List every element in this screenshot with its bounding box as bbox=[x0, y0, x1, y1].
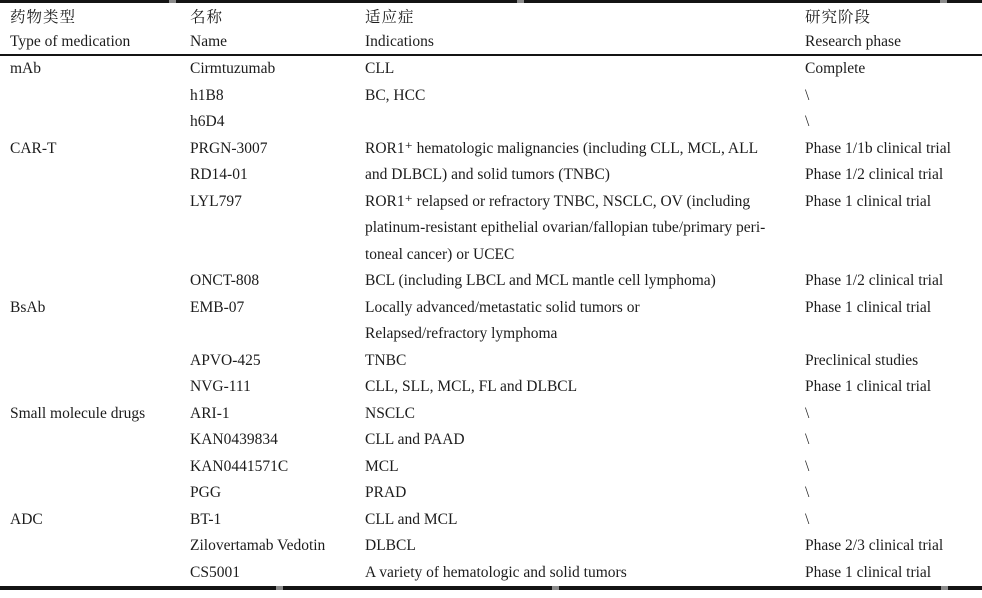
header-research-phase-en: Research phase bbox=[805, 33, 901, 50]
cell-type bbox=[10, 374, 190, 401]
cell-name: RD14-01 bbox=[190, 166, 248, 183]
cell-indication: BC, HCC bbox=[365, 86, 426, 104]
cell-phase bbox=[805, 321, 972, 348]
cell-name: PRGN-3007 bbox=[190, 139, 268, 157]
cell-indication: DLBCL bbox=[365, 537, 416, 554]
table-row bbox=[0, 427, 982, 454]
table-row bbox=[0, 189, 982, 216]
cell-phase: \ bbox=[805, 113, 810, 130]
rule-tick bbox=[941, 586, 948, 590]
cell-phase: Phase 1 clinical trial bbox=[805, 298, 932, 316]
cell-indication: and DLBCL) and solid tumors (TNBC) bbox=[365, 166, 610, 183]
rule-tick bbox=[169, 0, 176, 3]
cell-name: BT-1 bbox=[190, 510, 222, 528]
cell-phase: Preclinical studies bbox=[805, 351, 919, 369]
cell-name: NVG-111 bbox=[190, 378, 251, 395]
rule-tick bbox=[517, 0, 524, 3]
rule-tick bbox=[276, 586, 283, 590]
cell-indication: platinum-resistant epithelial ovarian/fallopian tube/primary peri- bbox=[365, 219, 766, 236]
cell-name bbox=[190, 321, 365, 348]
cell-indication: ROR1⁺ hematologic malignancies (including CLL, MCL, ALL bbox=[365, 139, 759, 157]
cell-indication: PRAD bbox=[365, 484, 407, 501]
cell-type bbox=[10, 83, 190, 110]
cell-name: EMB-07 bbox=[190, 298, 245, 316]
cell-indication: A variety of hematologic and solid tumors bbox=[365, 563, 627, 581]
cell-name: Zilovertamab Vedotin bbox=[190, 537, 326, 554]
table-body bbox=[0, 56, 982, 586]
table-row bbox=[0, 56, 982, 83]
cell-phase: Phase 1/2 clinical trial bbox=[805, 272, 944, 289]
cell-indication bbox=[365, 109, 805, 136]
table-row bbox=[0, 242, 982, 269]
cell-phase: \ bbox=[805, 86, 810, 104]
table-header-row bbox=[0, 3, 982, 54]
cell-type: mAb bbox=[10, 60, 41, 77]
table-row bbox=[0, 507, 982, 534]
cell-type bbox=[10, 268, 190, 295]
header-name-en: Name bbox=[190, 33, 228, 50]
cell-indication: CLL bbox=[365, 60, 395, 77]
cell-type: Small molecule drugs bbox=[10, 404, 146, 422]
cell-name: h6D4 bbox=[190, 113, 225, 130]
table-row bbox=[0, 454, 982, 481]
table-row bbox=[0, 295, 982, 322]
cell-name: CS5001 bbox=[190, 563, 240, 581]
table-row bbox=[0, 136, 982, 163]
header-type-zh: 药物类型 bbox=[10, 9, 77, 26]
cell-phase: Phase 2/3 clinical trial bbox=[805, 537, 944, 554]
cell-name: KAN0441571C bbox=[190, 457, 289, 475]
header-type-of-medication bbox=[10, 3, 190, 54]
table-row bbox=[0, 401, 982, 428]
cell-type bbox=[10, 427, 190, 454]
table-bottom-rule bbox=[0, 586, 982, 590]
table-row bbox=[0, 109, 982, 136]
header-name-zh: 名称 bbox=[190, 9, 224, 26]
cell-name: KAN0439834 bbox=[190, 431, 278, 448]
cell-name: Cirmtuzumab bbox=[190, 60, 276, 77]
cell-type bbox=[10, 480, 190, 507]
table-row bbox=[0, 348, 982, 375]
cell-name bbox=[190, 215, 365, 242]
cell-name: ARI-1 bbox=[190, 404, 230, 422]
table-row bbox=[0, 83, 982, 110]
header-type-en: Type of medication bbox=[10, 33, 131, 50]
cell-phase: Phase 1 clinical trial bbox=[805, 192, 932, 210]
table-row bbox=[0, 480, 982, 507]
cell-phase: \ bbox=[805, 431, 810, 448]
cell-type bbox=[10, 162, 190, 189]
cell-phase: \ bbox=[805, 510, 810, 528]
table-row bbox=[0, 162, 982, 189]
cell-type: ADC bbox=[10, 510, 43, 528]
cell-phase bbox=[805, 215, 972, 242]
cell-phase: \ bbox=[805, 457, 810, 475]
header-indications-zh: 适应症 bbox=[365, 9, 415, 26]
table-row bbox=[0, 268, 982, 295]
cell-name bbox=[190, 242, 365, 269]
cell-name: ONCT-808 bbox=[190, 272, 260, 289]
cell-type bbox=[10, 189, 190, 216]
cell-type bbox=[10, 109, 190, 136]
cell-indication: Locally advanced/metastatic solid tumors or bbox=[365, 298, 640, 316]
cell-type bbox=[10, 242, 190, 269]
table-row bbox=[0, 215, 982, 242]
table-row bbox=[0, 374, 982, 401]
cell-type bbox=[10, 454, 190, 481]
cell-phase: \ bbox=[805, 404, 810, 422]
cell-phase: Phase 1/1b clinical trial bbox=[805, 139, 951, 157]
rule-tick bbox=[940, 0, 947, 3]
table-row bbox=[0, 533, 982, 560]
header-indications bbox=[365, 3, 805, 54]
cell-name: PGG bbox=[190, 484, 222, 501]
cell-indication: CLL and PAAD bbox=[365, 431, 465, 448]
cell-indication: toneal cancer) or UCEC bbox=[365, 245, 515, 263]
cell-indication: BCL (including LBCL and MCL mantle cell lymphoma) bbox=[365, 272, 716, 289]
table-row bbox=[0, 321, 982, 348]
cell-type bbox=[10, 348, 190, 375]
cell-phase: Complete bbox=[805, 60, 866, 77]
cell-indication: TNBC bbox=[365, 351, 407, 369]
cell-indication: CLL, SLL, MCL, FL and DLBCL bbox=[365, 378, 578, 395]
header-name bbox=[190, 3, 365, 54]
cell-name: APVO-425 bbox=[190, 351, 261, 369]
cell-indication: Relapsed/refractory lymphoma bbox=[365, 325, 558, 342]
cell-type: BsAb bbox=[10, 298, 46, 316]
cell-indication: NSCLC bbox=[365, 404, 415, 422]
cell-type bbox=[10, 560, 190, 587]
cell-type bbox=[10, 321, 190, 348]
cell-phase: Phase 1 clinical trial bbox=[805, 378, 932, 395]
cell-indication: MCL bbox=[365, 457, 399, 475]
header-indications-en: Indications bbox=[365, 33, 434, 50]
cell-name: h1B8 bbox=[190, 86, 224, 104]
cell-type bbox=[10, 533, 190, 560]
cell-indication: ROR1⁺ relapsed or refractory TNBC, NSCLC, OV (including bbox=[365, 192, 751, 210]
cell-phase: Phase 1/2 clinical trial bbox=[805, 166, 944, 183]
cell-phase: \ bbox=[805, 484, 810, 501]
table-row bbox=[0, 560, 982, 587]
cell-indication: CLL and MCL bbox=[365, 510, 458, 528]
header-research-phase-zh: 研究阶段 bbox=[805, 9, 872, 26]
cell-type: CAR-T bbox=[10, 139, 57, 157]
rule-tick bbox=[552, 586, 559, 590]
cell-name: LYL797 bbox=[190, 192, 242, 210]
cell-type bbox=[10, 215, 190, 242]
cell-phase bbox=[805, 242, 972, 269]
header-research-phase bbox=[805, 3, 972, 54]
cell-phase: Phase 1 clinical trial bbox=[805, 563, 932, 581]
